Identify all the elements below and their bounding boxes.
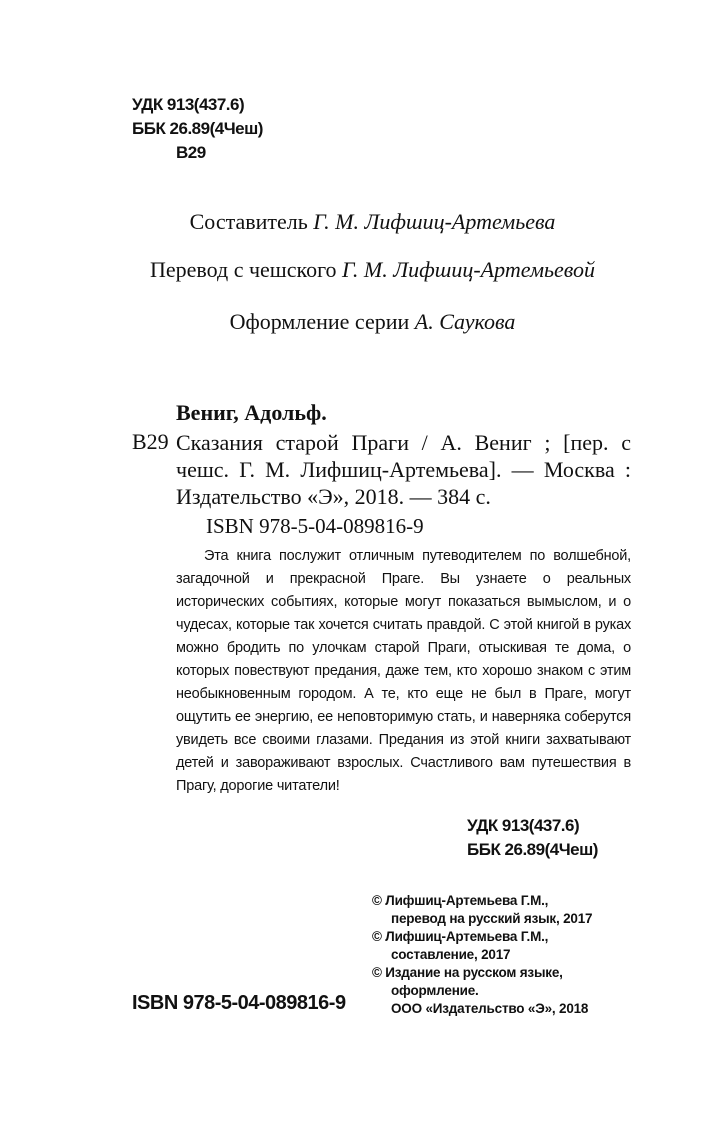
isbn-record: ISBN 978-5-04-089816-9: [206, 514, 424, 538]
copyright-line: составление, 2017: [391, 947, 511, 962]
compiler-label: Составитель: [189, 209, 308, 234]
compiler-credit: [18, 209, 709, 235]
translator-name: Г. М. Лифшиц-Артемьевой: [342, 257, 596, 282]
design-label: Оформление серии: [229, 309, 410, 334]
design-credit: [18, 309, 709, 335]
udk-code-bottom: УДК 913(437.6): [467, 816, 580, 835]
copyright-line: © Лифшиц-Артемьева Г.М.,: [372, 929, 549, 944]
bbk-code-bottom: ББК 26.89(4Чеш): [467, 840, 598, 859]
copyright-line: © Лифшиц-Артемьева Г.М.,: [372, 893, 549, 908]
bbk-code-top: ББК 26.89(4Чеш): [132, 119, 263, 138]
copyright-line: © Издание на русском языке,: [372, 965, 563, 980]
translation-credit: [18, 257, 709, 283]
compiler-name: Г. М. Лифшиц-Артемьева: [313, 209, 556, 234]
author-mark: В29: [132, 429, 169, 454]
isbn-bottom: ISBN 978-5-04-089816-9: [132, 992, 346, 1014]
copyright-line: перевод на русский язык, 2017: [391, 911, 593, 926]
translation-label: Перевод с чешского: [149, 257, 337, 282]
annotation-text: Эта книга послужит отличным путеводителем по волшебной, загадочной и прекрасной Праге. Вы узнаете о реальных исторических событиях, которые могут показаться вымыслом, и о чудесах, которые так хочется считать правдой. С этой книгой в руках можно бродить по улочкам старой Праги, отыскивая те дома, о которых повествуют предания, даже тем, кто хорошо знаком с этим необыкновенным городом. А те, кто еще не был в Праге, могут ощутить ее энергию, ее неповторимую стать, и наверняка соберутся увидеть все своими глазами. Предания из этой книги захватывают детей и завораживают взрослых. Счастливого вам путешествия в Прагу, дорогие читатели!: [176, 548, 631, 794]
copyright-line: оформление.: [391, 983, 479, 998]
author-mark-top: В29: [176, 143, 206, 162]
udk-code-top: УДК 913(437.6): [132, 95, 245, 114]
author-heading: Вениг, Адольф.: [176, 400, 327, 425]
copyright-line: ООО «Издательство «Э», 2018: [391, 1001, 589, 1016]
bibliographic-description: Сказания старой Праги / А. Вениг ; [пер. с чешс. Г. М. Лифшиц-Артемьева]. — Москва : Издательство «Э», 2018. — 384 с.: [176, 430, 631, 509]
copyright-block: [372, 892, 672, 1018]
designer-name: А. Саукова: [414, 309, 516, 334]
